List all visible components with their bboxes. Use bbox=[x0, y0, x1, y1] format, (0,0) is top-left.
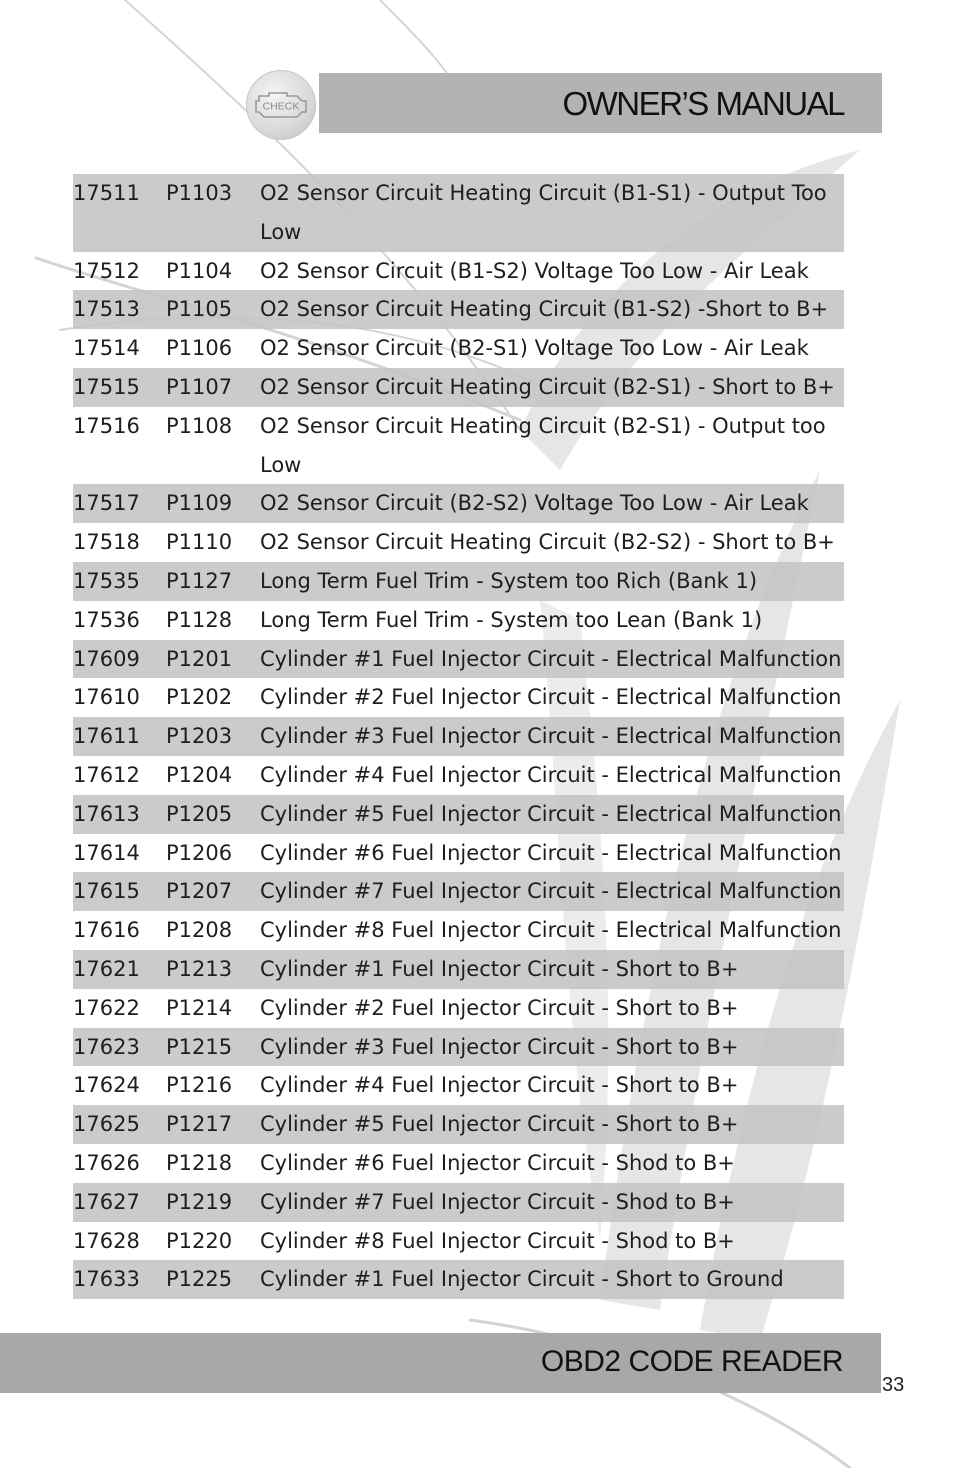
code-description: Cylinder #2 Fuel Injector Circuit - Electrical Malfunction bbox=[260, 685, 842, 710]
code-description: Cylinder #7 Fuel Injector Circuit - Shod to B+ bbox=[260, 1189, 735, 1214]
obd-code: P1128 bbox=[166, 607, 233, 632]
code-number: 17511 bbox=[73, 181, 140, 205]
obd-code: P1220 bbox=[166, 1228, 233, 1253]
code-description: O2 Sensor Circuit Heating Circuit (B2-S1) - Short to B+ bbox=[260, 374, 835, 399]
obd-code: P1218 bbox=[166, 1150, 233, 1175]
obd-code: P1215 bbox=[166, 1034, 233, 1059]
code-number: 17514 bbox=[73, 336, 140, 361]
code-number: 17613 bbox=[73, 801, 140, 826]
code-number: 17626 bbox=[73, 1150, 140, 1175]
code-number: 17614 bbox=[73, 840, 140, 865]
code-number: 17512 bbox=[73, 258, 140, 283]
table-row bbox=[73, 1260, 844, 1299]
table-row bbox=[73, 678, 844, 717]
code-number: 17517 bbox=[73, 491, 140, 516]
code-description: Cylinder #3 Fuel Injector Circuit - Short to B+ bbox=[260, 1034, 739, 1059]
table-row bbox=[73, 174, 844, 252]
code-description: Long Term Fuel Trim - System too Rich (Bank 1) bbox=[260, 568, 758, 593]
obd-code: P1107 bbox=[166, 374, 233, 399]
code-number: 17611 bbox=[73, 724, 140, 749]
code-description: Cylinder #1 Fuel Injector Circuit - Short to Ground bbox=[260, 1267, 784, 1292]
obd-code: P1106 bbox=[166, 336, 233, 361]
obd-code: P1205 bbox=[166, 801, 233, 826]
obd-code: P1127 bbox=[166, 568, 233, 593]
code-description: O2 Sensor Circuit (B1-S2) Voltage Too Low - Air Leak bbox=[260, 258, 809, 283]
code-description: Cylinder #5 Fuel Injector Circuit - Short to B+ bbox=[260, 1112, 739, 1137]
obd-code: P1219 bbox=[166, 1189, 233, 1214]
table-row bbox=[73, 562, 844, 601]
code-description: Cylinder #1 Fuel Injector Circuit - Electrical Malfunction bbox=[260, 646, 842, 671]
code-description: Cylinder #3 Fuel Injector Circuit - Electrical Malfunction bbox=[260, 724, 842, 749]
obd-code: P1105 bbox=[166, 297, 233, 322]
code-description: Cylinder #4 Fuel Injector Circuit - Short to B+ bbox=[260, 1073, 739, 1098]
table-row bbox=[73, 756, 844, 795]
table-row bbox=[73, 717, 844, 756]
code-number: 17621 bbox=[73, 956, 140, 981]
code-number: 17627 bbox=[73, 1189, 140, 1214]
code-number: 17536 bbox=[73, 607, 140, 632]
table-row bbox=[73, 989, 844, 1028]
obd-code: P1213 bbox=[166, 956, 233, 981]
code-description: Long Term Fuel Trim - System too Lean (Bank 1) bbox=[260, 607, 763, 632]
check-badge-label: CHECK bbox=[262, 100, 300, 113]
code-description: Cylinder #7 Fuel Injector Circuit - Electrical Malfunction bbox=[260, 879, 842, 904]
header-bar bbox=[319, 73, 882, 133]
obd-code: P1214 bbox=[166, 995, 233, 1020]
check-engine-badge bbox=[246, 70, 316, 140]
table-row bbox=[73, 1222, 844, 1261]
table-row bbox=[73, 1144, 844, 1183]
table-row bbox=[73, 407, 844, 485]
table-row bbox=[73, 640, 844, 679]
table-row bbox=[73, 834, 844, 873]
code-description: O2 Sensor Circuit Heating Circuit (B1-S2) -Short to B+ bbox=[260, 297, 829, 322]
code-description: Cylinder #1 Fuel Injector Circuit - Short to B+ bbox=[260, 956, 739, 981]
code-number: 17518 bbox=[73, 530, 140, 555]
table-row bbox=[73, 795, 844, 834]
table-row bbox=[73, 329, 844, 368]
table-row bbox=[73, 1066, 844, 1105]
code-number: 17612 bbox=[73, 762, 140, 787]
footer-bar bbox=[0, 1333, 881, 1393]
obd-code: P1103 bbox=[166, 181, 233, 205]
page-number: 33 bbox=[882, 1374, 905, 1396]
code-number: 17622 bbox=[73, 995, 140, 1020]
code-number: 17610 bbox=[73, 685, 140, 710]
obd-code: P1201 bbox=[166, 646, 233, 671]
code-number: 17615 bbox=[73, 879, 140, 904]
code-table bbox=[73, 174, 844, 1299]
code-description: O2 Sensor Circuit Heating Circuit (B1-S1) - Output Too Low bbox=[260, 181, 827, 244]
code-description: O2 Sensor Circuit (B2-S2) Voltage Too Low - Air Leak bbox=[260, 491, 809, 516]
obd-code: P1206 bbox=[166, 840, 233, 865]
table-row bbox=[73, 523, 844, 562]
code-description: Cylinder #6 Fuel Injector Circuit - Electrical Malfunction bbox=[260, 840, 842, 865]
table-row bbox=[73, 252, 844, 291]
obd-code: P1216 bbox=[166, 1073, 233, 1098]
table-row bbox=[73, 872, 844, 911]
table-row bbox=[73, 911, 844, 950]
code-number: 17623 bbox=[73, 1034, 140, 1059]
code-number: 17616 bbox=[73, 918, 140, 943]
code-number: 17513 bbox=[73, 297, 140, 322]
header-title: OWNER’S MANUAL bbox=[562, 85, 844, 122]
code-number: 17515 bbox=[73, 374, 140, 399]
table-row bbox=[73, 601, 844, 640]
obd-code: P1108 bbox=[166, 413, 233, 438]
code-number: 17624 bbox=[73, 1073, 140, 1098]
table-row bbox=[73, 484, 844, 523]
table-row bbox=[73, 1105, 844, 1144]
code-number: 17628 bbox=[73, 1228, 140, 1253]
table-row bbox=[73, 1183, 844, 1222]
code-description: Cylinder #4 Fuel Injector Circuit - Electrical Malfunction bbox=[260, 762, 842, 787]
obd-code: P1110 bbox=[166, 530, 233, 555]
obd-code: P1202 bbox=[166, 685, 233, 710]
code-number: 17609 bbox=[73, 646, 140, 671]
code-description: O2 Sensor Circuit (B2-S1) Voltage Too Low - Air Leak bbox=[260, 336, 809, 361]
code-number: 17633 bbox=[73, 1267, 140, 1292]
code-description: Cylinder #6 Fuel Injector Circuit - Shod to B+ bbox=[260, 1150, 735, 1175]
code-description: O2 Sensor Circuit Heating Circuit (B2-S2) - Short to B+ bbox=[260, 530, 835, 555]
obd-code: P1204 bbox=[166, 762, 233, 787]
code-number: 17516 bbox=[73, 413, 140, 438]
obd-code: P1208 bbox=[166, 918, 233, 943]
code-number: 17535 bbox=[73, 568, 140, 593]
table-row bbox=[73, 368, 844, 407]
obd-code: P1207 bbox=[166, 879, 233, 904]
obd-code: P1217 bbox=[166, 1112, 233, 1137]
table-row bbox=[73, 290, 844, 329]
code-description: Cylinder #8 Fuel Injector Circuit - Shod to B+ bbox=[260, 1228, 735, 1253]
code-description: Cylinder #5 Fuel Injector Circuit - Electrical Malfunction bbox=[260, 801, 842, 826]
check-engine-icon bbox=[254, 90, 308, 120]
code-description: Cylinder #8 Fuel Injector Circuit - Electrical Malfunction bbox=[260, 918, 842, 943]
obd-code: P1109 bbox=[166, 491, 233, 516]
obd-code: P1104 bbox=[166, 258, 233, 283]
footer-title: OBD2 CODE READER bbox=[540, 1345, 843, 1378]
code-number: 17625 bbox=[73, 1112, 140, 1137]
table-row bbox=[73, 1028, 844, 1067]
table-row bbox=[73, 950, 844, 989]
code-description: O2 Sensor Circuit Heating Circuit (B2-S1) - Output too Low bbox=[260, 413, 826, 477]
obd-code: P1225 bbox=[166, 1267, 233, 1292]
obd-code: P1203 bbox=[166, 724, 233, 749]
code-description: Cylinder #2 Fuel Injector Circuit - Short to B+ bbox=[260, 995, 739, 1020]
